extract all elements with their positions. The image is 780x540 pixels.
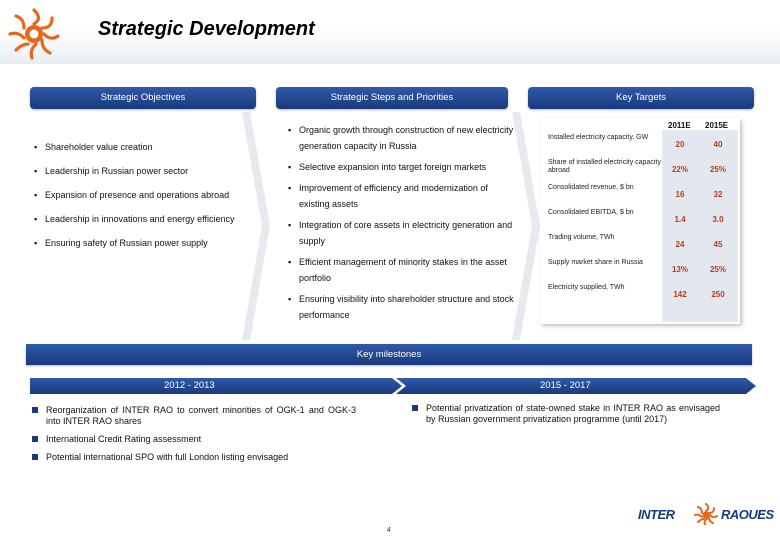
target-label: Consolidated revenue, $ bn (548, 184, 634, 191)
target-value-2015: 250 (700, 284, 736, 305)
step-item: ▪ Efficient management of minority stakes in the asset portfolio (288, 254, 514, 286)
phase-2012-2013: 2012 - 2013 (164, 380, 215, 391)
objectives-list (34, 142, 244, 262)
steps-list (288, 122, 514, 328)
key-milestones-header: Key milestones (26, 344, 752, 365)
objective-item: ▪ Shareholder value creation (34, 142, 244, 153)
table-row (540, 284, 740, 305)
targets-header-row (540, 118, 740, 134)
header-band (0, 0, 780, 64)
target-value-2011: 142 (662, 284, 698, 305)
milestone-item: Potential privatization of state-owned stake in INTER RAO as envisaged by Russian government privatization programme (until 2017) (410, 403, 720, 425)
column-header-2015e: 2015E (705, 121, 729, 130)
target-value-2015: 32 (700, 184, 736, 205)
logo-text-right: RAOUES (721, 507, 774, 522)
milestones-left-list (30, 405, 356, 470)
table-row (540, 209, 740, 230)
column-header-2011e: 2011E (668, 121, 691, 130)
target-value-2011: 16 (662, 184, 698, 205)
table-row (540, 259, 740, 280)
phase-2015-2017: 2015 - 2017 (540, 380, 591, 391)
key-targets-table (540, 118, 740, 309)
milestones-right-list (410, 403, 720, 432)
target-label: Installed electricity capacity, GW (548, 134, 649, 141)
step-item: ▪ Organic growth through construction of new electricity generation capacity in Russia (288, 122, 514, 154)
target-label: Trading volume, TWh (548, 234, 615, 241)
target-value-2011: 13% (662, 259, 698, 280)
milestone-item: International Credit Rating assessment (30, 434, 356, 445)
target-label: Electricity supplied, TWh (548, 284, 625, 291)
logo-text-left: INTER (638, 507, 675, 522)
timeline-arrow (30, 378, 756, 394)
target-value-2011: 1.4 (662, 209, 698, 230)
target-value-2015: 40 (700, 134, 736, 155)
chevron-arrow-left (242, 112, 272, 340)
target-label: Consolidated EBITDA, $ bn (548, 209, 634, 216)
objective-item: ▪ Expansion of presence and operations abroad (34, 190, 244, 201)
chevron-arrow-right (512, 112, 542, 340)
step-item: ▪ Selective expansion into target foreign markets (288, 159, 514, 175)
objective-item: ▪ Leadership in Russian power sector (34, 166, 244, 177)
target-value-2011: 24 (662, 234, 698, 255)
target-value-2011: 20 (662, 134, 698, 155)
key-targets-header: Key Targets (528, 87, 754, 109)
objective-item: ▪ Leadership in innovations and energy efficiency (34, 214, 244, 225)
table-row (540, 134, 740, 155)
sun-logo-icon (6, 6, 62, 60)
step-item: ▪ Ensuring visibility into shareholder structure and stock performance (288, 291, 514, 323)
page-title: Strategic Development (98, 18, 315, 40)
table-row (540, 234, 740, 255)
step-item: ▪ Integration of core assets in electricity generation and supply (288, 217, 514, 249)
target-value-2015: 25% (700, 159, 736, 180)
page-number: 4 (387, 527, 391, 534)
strategic-steps-header: Strategic Steps and Priorities (276, 87, 508, 109)
milestone-item: Reorganization of INTER RAO to convert minorities of OGK-1 and OGK-3 into INTER RAO shares (30, 405, 356, 427)
target-label: Share of installed electricity capacity abroad (548, 159, 661, 174)
target-label: Supply market share in Russia (548, 259, 643, 266)
target-value-2015: 25% (700, 259, 736, 280)
objective-item: ▪ Ensuring safety of Russian power supply (34, 238, 244, 249)
strategic-objectives-header: Strategic Objectives (30, 87, 256, 109)
target-value-2015: 45 (700, 234, 736, 255)
table-row (540, 159, 740, 180)
target-value-2011: 22% (662, 159, 698, 180)
mini-sun-icon (694, 503, 718, 525)
milestone-item: Potential international SPO with full London listing envisaged (30, 452, 356, 463)
target-value-2015: 3.0 (700, 209, 736, 230)
step-item: ▪ Improvement of efficiency and modernization of existing assets (288, 180, 514, 212)
table-row (540, 184, 740, 205)
